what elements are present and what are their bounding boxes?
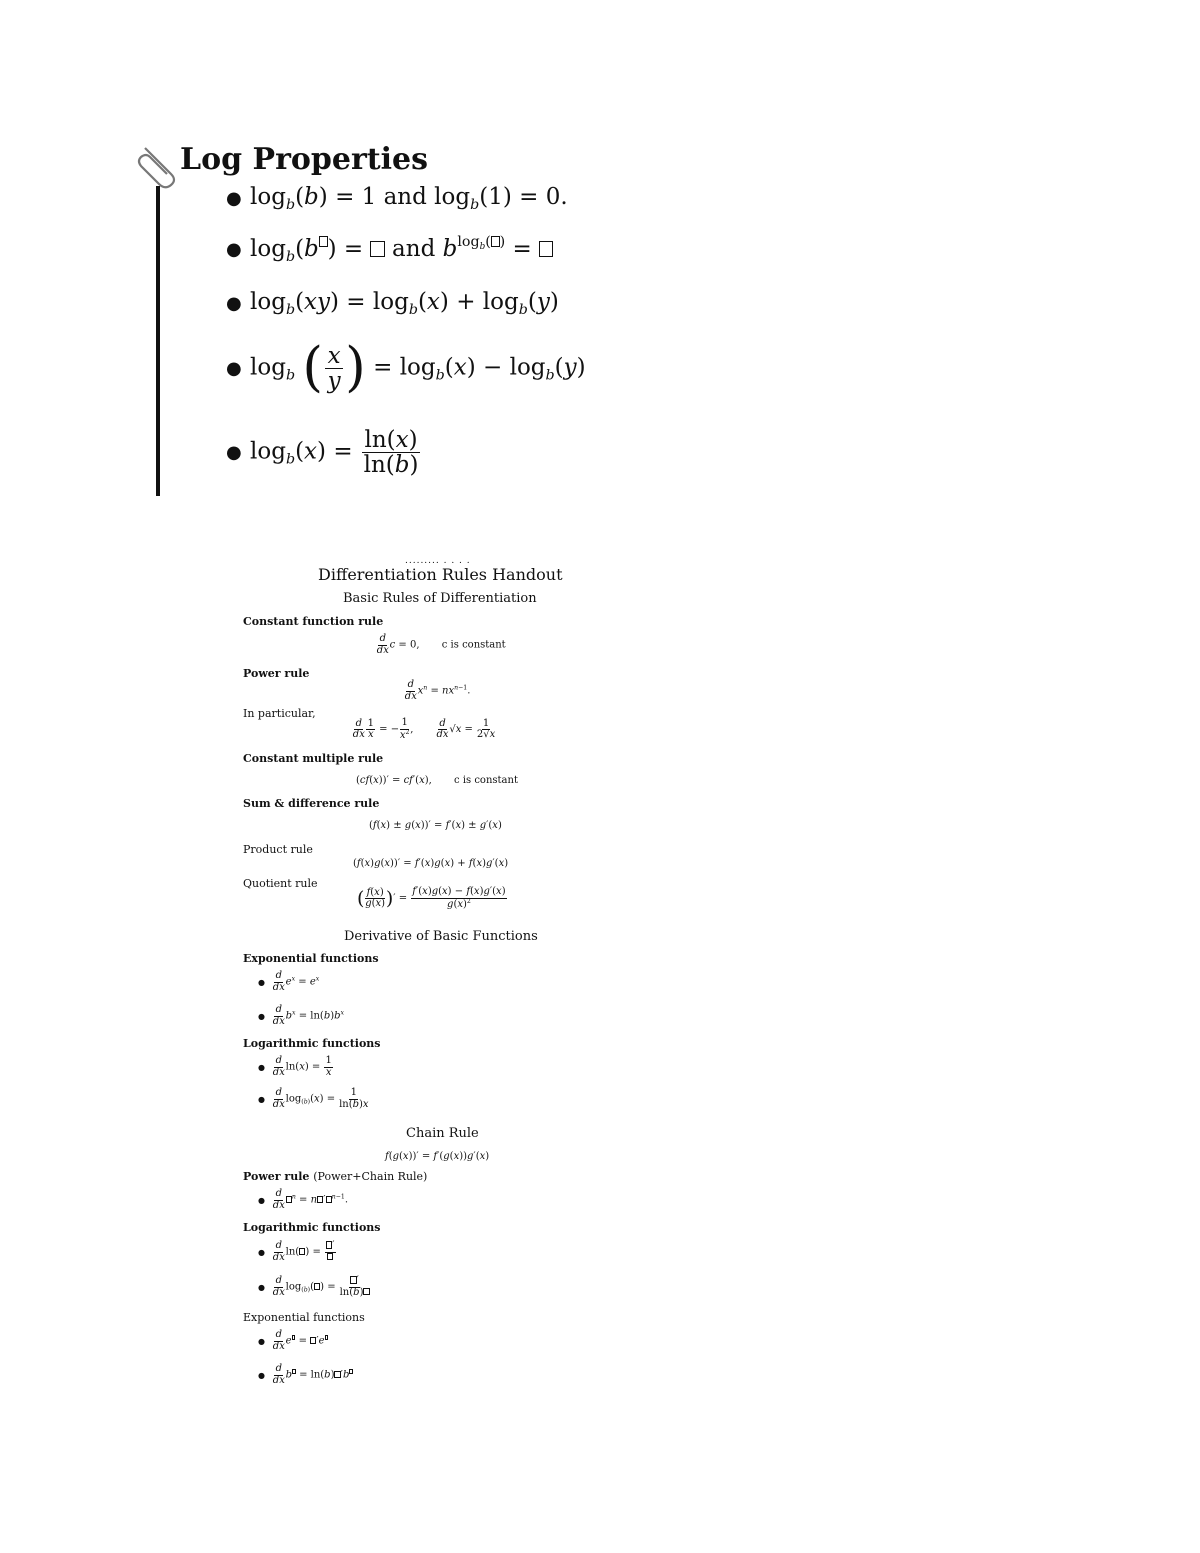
label-product-rule: Product rule [243, 843, 313, 856]
eq-power-rule: $\frac{d}{dx}$ $x^n = nx^{n-1}$. [404, 679, 471, 702]
eq-chain-rule: f(g(x))′ = f′(g(x))g′(x) [385, 1151, 490, 1162]
section-basic-functions: Derivative of Basic Functions [344, 929, 538, 944]
label-logarithmic: Logarithmic functions [243, 1037, 381, 1050]
log-property-5: ● $\log_b(x)$ = $\frac{\ln(x)}{\ln(b)}$ [226, 427, 419, 479]
log-property-1: ● $\log_b(b) = 1$ and $\log_b(1) = 0$. [226, 184, 568, 213]
log-property-4: ● $\log_b$ ( $\frac{x}{y}$ ) = $\log_b(x) - \log_b(y)$ [226, 337, 586, 398]
eq-constant-multiple: (cf(x))′ = cf′(x), c is constant [356, 775, 518, 786]
label-logarithmic-2: Logarithmic functions [243, 1221, 381, 1234]
log-property-3: ● $\log_b(xy) = \log_b(x) + \log_b(y)$ [226, 289, 559, 318]
section-left-bar [156, 186, 160, 496]
eq-product-rule: (f(x)g(x))′ = f′(x)g(x) + f(x)g′(x) [353, 858, 509, 869]
label-quotient-rule: Quotient rule [243, 877, 318, 890]
paperclip-icon [137, 142, 183, 190]
label-exponential-2: Exponential functions [243, 1311, 365, 1324]
eq-power-chain: ● $\frac{d}{dx}$ $^n$ = n ′ $^{n-1}$. [258, 1188, 348, 1211]
and-word: and [383, 184, 427, 210]
section-basic-rules: Basic Rules of Differentiation [343, 591, 537, 606]
log-properties-title: Log Properties [180, 142, 428, 177]
handout-title: Differentiation Rules Handout [318, 565, 563, 584]
eq-log-b-chain: ● $\frac{d}{dx}$ $\log_{(b)}$( ) = $\frac{'}{\ln(b)}$ [258, 1276, 370, 1298]
label-exponential: Exponential functions [243, 952, 379, 965]
eq-log-b: ● $\frac{d}{dx}$ $\log_{(b)}(x)$ = $\frac{1}{\ln(b)x}$ [258, 1087, 369, 1110]
eq-ln-chain: ● $\frac{d}{dx}$ ln( ) = ′ [258, 1240, 335, 1263]
eq-quotient-rule: ( $\frac{f(x)}{g(x)}$ )′ = $\frac{f'(x)g(x) - f(x)g'(x)}{g(x)^2}$ [357, 886, 506, 910]
label-constant-function: Constant function rule [243, 615, 384, 628]
log-property-2: ● $\log_b(b$ ) = and $b^{log_b( )}$ = [226, 234, 553, 265]
eq-constant-function: $\frac{d}{dx}$ c = 0, c is constant [376, 633, 506, 656]
and-word: and [392, 235, 436, 262]
label-power-rule: Power rule [243, 667, 310, 680]
label-power-chain: Power rule (Power+Chain Rule) [243, 1170, 428, 1183]
eq-exp-b-chain: ● $\frac{d}{dx}$ b = ln(b) ′b [258, 1364, 353, 1386]
handout-header-dots: ......... . . . . [405, 556, 471, 566]
label-constant-multiple: Constant multiple rule [243, 752, 384, 765]
eq-exp-e-chain: ● $\frac{d}{dx}$ e = ′e [258, 1330, 328, 1352]
eq-exp-e: ● $\frac{d}{dx}$ $e^x = e^x$ [258, 970, 320, 993]
eq-sum-difference: (f(x) ± g(x))′ = f′(x) ± g′(x) [369, 820, 502, 831]
eq-in-particular: $\frac{d}{dx}$ $\frac{1}{x}$ = − $\frac{1}{x^2}$ , $\frac{d}{dx}$ √x = $\frac{1}{2√x}$ [352, 717, 496, 741]
label-sum-difference: Sum & difference rule [243, 797, 380, 810]
eq-ln: ● $\frac{d}{dx}$ ln(x) = $\frac{1}{x}$ [258, 1055, 332, 1078]
eq-exp-b: ● $\frac{d}{dx}$ $b^x = \ln(b)b^x$ [258, 1004, 345, 1027]
label-in-particular: In particular, [243, 707, 316, 720]
section-chain-rule: Chain Rule [406, 1126, 479, 1141]
